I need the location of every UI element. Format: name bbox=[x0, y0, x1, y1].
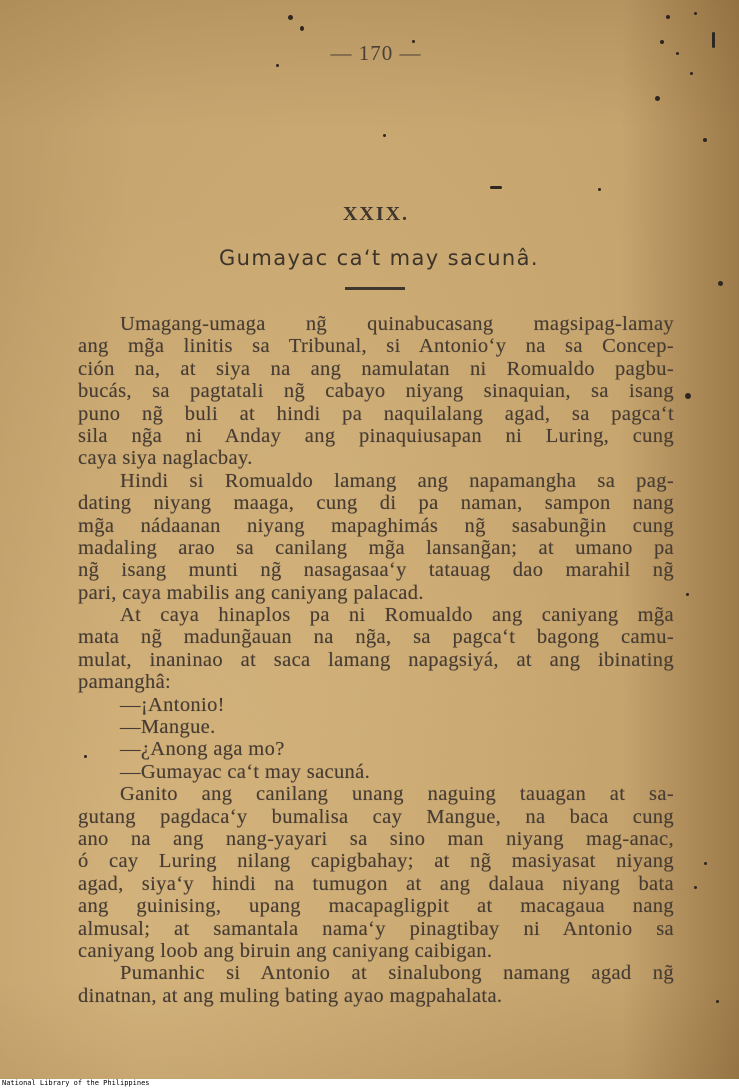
dialogue-line: —¡Antonio! bbox=[120, 693, 225, 716]
text-line: pamanghâ: bbox=[78, 671, 172, 694]
ink-spot bbox=[598, 188, 601, 191]
ink-spot bbox=[694, 886, 697, 889]
ink-spot bbox=[694, 12, 697, 15]
ink-spot bbox=[690, 72, 693, 75]
ink-spot bbox=[383, 134, 386, 137]
text-line: mata ng̃ madung̃auan na ng̃a, sa pagca‘t bagong camu- bbox=[78, 626, 674, 649]
ink-spot bbox=[676, 52, 679, 55]
ink-spot bbox=[704, 862, 707, 865]
chapter-title: Gumayac ca‘t may sacunâ. bbox=[219, 246, 539, 270]
dialogue-line: —Gumayac ca‘t may sacuná. bbox=[120, 760, 371, 783]
text-line: madaling arao sa canilang mg̃a lansang̃an; at umano pa bbox=[78, 536, 674, 559]
ink-spot bbox=[712, 32, 715, 48]
text-line: At caya hinaplos pa ni Romualdo ang caniyang mg̃a bbox=[120, 604, 674, 627]
text-line: mulat, inaninao at saca lamang napagsiyá, at ang ibinating bbox=[78, 648, 674, 671]
text-line: Pumanhic si Antonio at sinalubong namang agad ng̃ bbox=[120, 962, 674, 985]
chapter-body bbox=[78, 313, 674, 1007]
text-line: ano na ang nang-yayari sa sino man niyang mag-anac, bbox=[78, 827, 674, 850]
text-line: almusal; at samantala nama‘y pinagtibay ni Antonio sa bbox=[78, 917, 674, 940]
dialogue-line: —Mangue. bbox=[120, 716, 216, 739]
text-line: caniyang loob ang biruin ang caniyang caibigan. bbox=[78, 939, 493, 962]
text-line: dinatnan, at ang muling bating ayao magpahalata. bbox=[78, 984, 503, 1007]
text-line: mg̃a nádaanan niyang mapaghimás ng̃ sasabung̃in cung bbox=[78, 514, 674, 537]
library-credit: National Library of the Philippines bbox=[2, 1079, 150, 1087]
ink-spot bbox=[490, 186, 502, 189]
text-line: gutang pagdaca‘y bumalisa cay Mangue, na baca cung bbox=[78, 805, 674, 828]
chapter-number: XXIX. bbox=[342, 203, 410, 225]
ink-spot bbox=[655, 96, 660, 101]
scan-footer-strip bbox=[0, 1079, 739, 1088]
text-line: agad, siya‘y hindi na tumugon at ang dalaua niyang bata bbox=[78, 872, 674, 895]
text-line: ó cay Luring nilang capigbahay; at ng̃ masiyasat niyang bbox=[78, 850, 674, 873]
title-separator-rule bbox=[345, 287, 405, 290]
ink-spot bbox=[685, 393, 691, 399]
text-line: ang guinising, upang macapagligpit at macagaua nang bbox=[78, 895, 674, 918]
text-line: sila ng̃a ni Anday ang pinaquiusapan ni Luring, cung bbox=[78, 424, 674, 447]
text-line: Ganito ang canilang unang naguing tauagan at sa- bbox=[120, 783, 674, 806]
ink-spot bbox=[300, 26, 304, 31]
ink-spot bbox=[666, 15, 670, 19]
page-number: — 170 — bbox=[330, 41, 422, 65]
text-line: Hindi si Romualdo lamang ang napamangha sa pag- bbox=[120, 469, 674, 492]
text-line: caya siya naglacbay. bbox=[78, 447, 253, 470]
ink-spot bbox=[686, 593, 689, 596]
ink-spot bbox=[703, 138, 707, 142]
ink-spot bbox=[718, 281, 723, 286]
text-line: pari, caya mabilis ang caniyang palacad. bbox=[78, 581, 424, 604]
ink-spot bbox=[288, 15, 293, 20]
text-line: dating niyang maaga, cung di pa naman, sampon nang bbox=[78, 492, 674, 515]
text-line: Umagang-umaga ng̃ quinabucasang magsipag-lamay bbox=[120, 313, 674, 335]
ink-spot bbox=[716, 1000, 719, 1003]
text-line: ang mg̃a linitis sa Tribunal, si Antonio‘y na sa Concep- bbox=[78, 335, 674, 358]
text-line: ng̃ isang munti ng̃ nasagasaa‘y tatauag dao marahil ng̃ bbox=[78, 559, 674, 582]
text-line: puno ng̃ buli at hindi pa naquilalang agad, sa pagca‘t bbox=[78, 402, 674, 425]
dialogue-line: —¿Anong aga mo? bbox=[120, 738, 285, 761]
text-line: bucás, sa pagtatali ng̃ cabayo niyang sinaquian, sa isang bbox=[78, 380, 674, 403]
text-line: ción na, at siya na ang namulatan ni Romualdo pagbu- bbox=[78, 357, 674, 380]
